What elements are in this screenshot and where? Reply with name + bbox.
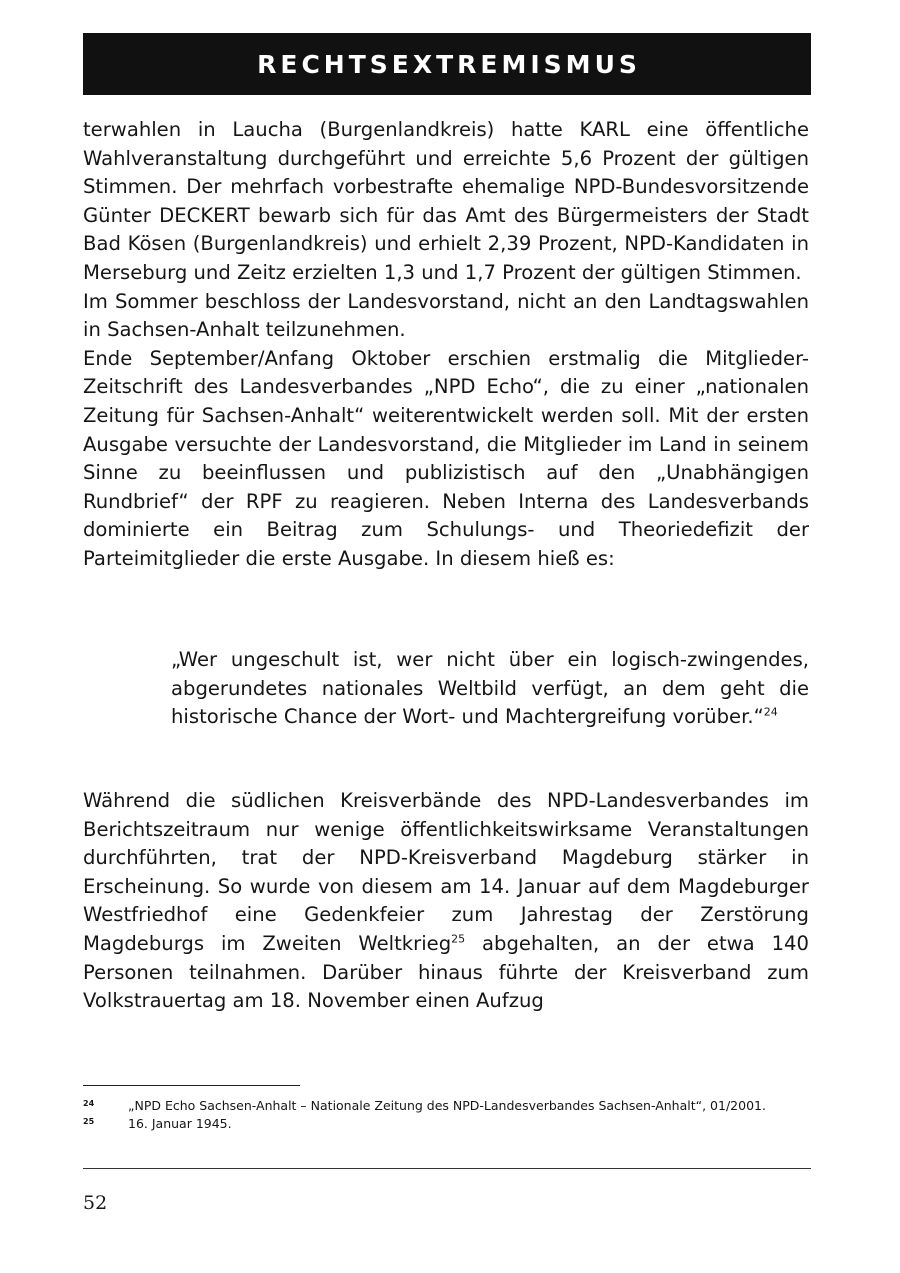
footnote-ref-25: 25 bbox=[451, 932, 466, 946]
footnote-separator bbox=[83, 1085, 300, 1086]
footnote bbox=[83, 1115, 809, 1133]
footnote-ref-24: 24 bbox=[763, 705, 778, 719]
footnote bbox=[83, 1097, 809, 1115]
footnote-number: 24 bbox=[83, 1099, 95, 1108]
running-header bbox=[83, 33, 811, 95]
page-bottom-rule bbox=[83, 1168, 811, 1169]
paragraph: Im Sommer beschloss der Landesvorstand, nicht an den Landtagswahlen in Sachsen-Anhalt teilzunehmen. bbox=[83, 289, 809, 342]
footnote-text: 16. Januar 1945. bbox=[128, 1116, 232, 1131]
footnote-number: 25 bbox=[83, 1117, 95, 1126]
block-quote bbox=[171, 646, 809, 732]
paragraph bbox=[83, 787, 809, 1016]
paragraph: terwahlen in Laucha (Burgenlandkreis) hatte KARL eine öffentliche Wahlveranstaltung durchgeführt und erreichte 5,6 Prozent der gültigen Stimmen. Der mehrfach vorbestrafte ehemalige NPD-Bundesvorsitzende Günter DECKERT bewarb sich für das Amt des Bürgermeisters der Stadt Bad Kösen (Burgenlandkreis) und erhielt 2,39 Prozent, NPD-Kandidaten in Merseburg und Zeitz erzielten 1,3 und 1,7 Prozent der gültigen Stimmen. bbox=[83, 118, 809, 284]
quote-text: „Wer ungeschult ist, wer nicht über ein logisch-zwingendes, abgerundetes nationales Weltbild verfügt, an dem geht die historische Chance der Wort- und Machtergreifung vorüber.“ bbox=[171, 648, 809, 729]
body-text-bottom bbox=[83, 787, 809, 1016]
paragraph: Ende September/Anfang Oktober erschien erstmalig die Mitglieder-Zeitschrift des Landesverbandes „NPD Echo“, die zu einer „nationalen Zeitung für Sachsen-Anhalt“ weiterentwickelt werden soll. Mit der ersten Ausgabe versuchte der Landesvorstand, die Mitglieder im Land in seinem Sinne zu beeinflussen und publizistisch auf den „Unabhängigen Rundbrief“ der RPF zu reagieren. Neben Interna des Landesverbands dominierte ein Beitrag zum Schulungs- und Theoriedefizit der Parteimitglieder die erste Ausgabe. In diesem hieß es: bbox=[83, 346, 809, 570]
paragraph-part: abgehalten, an der etwa 140 Personen teilnahmen. Darüber hinaus führte der Kreisverband zum Volkstrauertag am 18. November einen Aufzug bbox=[83, 931, 809, 1013]
page-number: 52 bbox=[83, 1192, 108, 1214]
body-text-top bbox=[83, 116, 809, 574]
footnotes bbox=[83, 1097, 809, 1133]
footnote-text: „NPD Echo Sachsen-Anhalt – Nationale Zeitung des NPD-Landesverbandes Sachsen-Anhalt“, 01/2001. bbox=[128, 1098, 766, 1113]
paragraph-part: Während die südlichen Kreisverbände des NPD-Landesverbandes im Berichtszeitraum nur wenige öffentlichkeitswirksame Veranstaltungen durchführten, trat der NPD-Kreisverband Magdeburg stärker in Erscheinung. So wurde von diesem am 14. Januar auf dem Magdeburger Westfriedhof eine Gedenkfeier zum Jahrestag der Zerstörung Magdeburgs im Zweiten Weltkrieg bbox=[83, 789, 809, 955]
running-header-title: RECHTSEXTREMISMUS bbox=[257, 49, 641, 79]
